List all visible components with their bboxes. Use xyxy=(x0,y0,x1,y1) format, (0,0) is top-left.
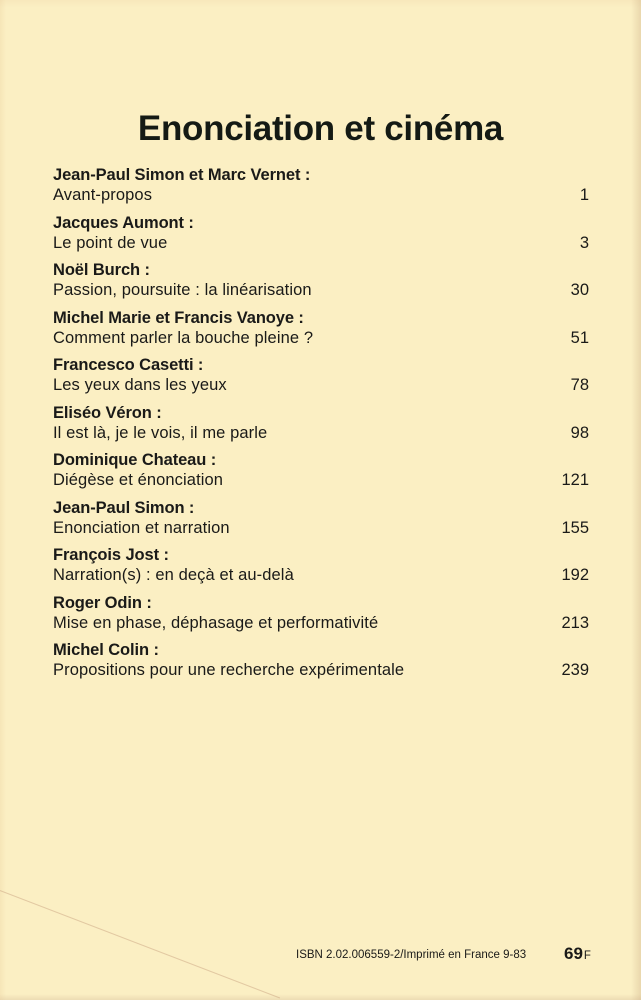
toc-page-number: 30 xyxy=(570,281,589,299)
toc-author: Eliséo Véron : xyxy=(53,403,162,422)
toc-essay-title: Il est là, je le vois, il me parle xyxy=(53,423,268,442)
toc-author: Jacques Aumont : xyxy=(53,213,194,232)
toc-essay-title: Propositions pour une recherche expérimentale xyxy=(53,661,405,679)
toc-entry xyxy=(53,594,589,642)
toc-author: Michel Marie et Francis Vanoye : xyxy=(53,308,304,327)
toc-author: Dominique Chateau : xyxy=(53,451,217,469)
toc-author: Noël Burch : xyxy=(53,261,150,279)
isbn-imprint: ISBN 2.02.006559-2/Imprimé en France 9-83 xyxy=(296,949,527,961)
toc-author: Jean-Paul Simon : xyxy=(53,498,195,517)
toc-author: Jean-Paul Simon et Marc Vernet : xyxy=(53,166,311,184)
toc-page-number: 155 xyxy=(561,518,589,537)
toc-essay-title: Passion, poursuite : la linéarisation xyxy=(53,281,312,299)
toc-essay-title: Avant-propos xyxy=(53,186,153,204)
toc-page-number: 98 xyxy=(570,423,589,442)
toc-author: Roger Odin : xyxy=(53,593,152,612)
toc-page-number: 3 xyxy=(579,233,589,252)
toc-essay-title: Le point de vue xyxy=(53,233,168,252)
table-of-contents xyxy=(53,166,589,689)
toc-essay-title: Enonciation et narration xyxy=(53,518,230,537)
toc-essay-title: Les yeux dans les yeux xyxy=(53,376,227,394)
toc-author: François Jost : xyxy=(53,546,169,564)
toc-page-number: 213 xyxy=(561,613,589,632)
price xyxy=(564,944,591,964)
toc-page-number: 239 xyxy=(561,661,589,679)
toc-entry xyxy=(53,499,589,547)
toc-author: Francesco Casetti : xyxy=(53,356,204,374)
toc-entry xyxy=(53,309,589,357)
price-currency: F xyxy=(583,950,591,962)
toc-entry xyxy=(53,166,589,214)
toc-essay-title: Mise en phase, déphasage et performativité xyxy=(53,613,379,632)
toc-entry xyxy=(53,404,589,452)
toc-essay-title: Comment parler la bouche pleine ? xyxy=(53,328,314,347)
toc-page-number: 78 xyxy=(570,376,589,394)
toc-page-number: 51 xyxy=(570,328,589,347)
toc-page-number: 192 xyxy=(561,566,589,584)
toc-entry xyxy=(53,546,589,594)
toc-entry xyxy=(53,214,589,262)
toc-entry xyxy=(53,641,589,689)
toc-page-number: 121 xyxy=(561,471,589,489)
toc-author: Michel Colin : xyxy=(53,641,159,659)
toc-entry xyxy=(53,451,589,499)
price-value: 69 xyxy=(564,944,583,963)
toc-essay-title: Diégèse et énonciation xyxy=(53,471,224,489)
toc-essay-title: Narration(s) : en deçà et au-delà xyxy=(53,566,294,584)
toc-entry xyxy=(53,356,589,404)
toc-page-number: 1 xyxy=(579,186,589,204)
book-title: Enonciation et cinéma xyxy=(137,109,504,149)
toc-entry xyxy=(53,261,589,309)
paper-crease xyxy=(0,890,280,998)
